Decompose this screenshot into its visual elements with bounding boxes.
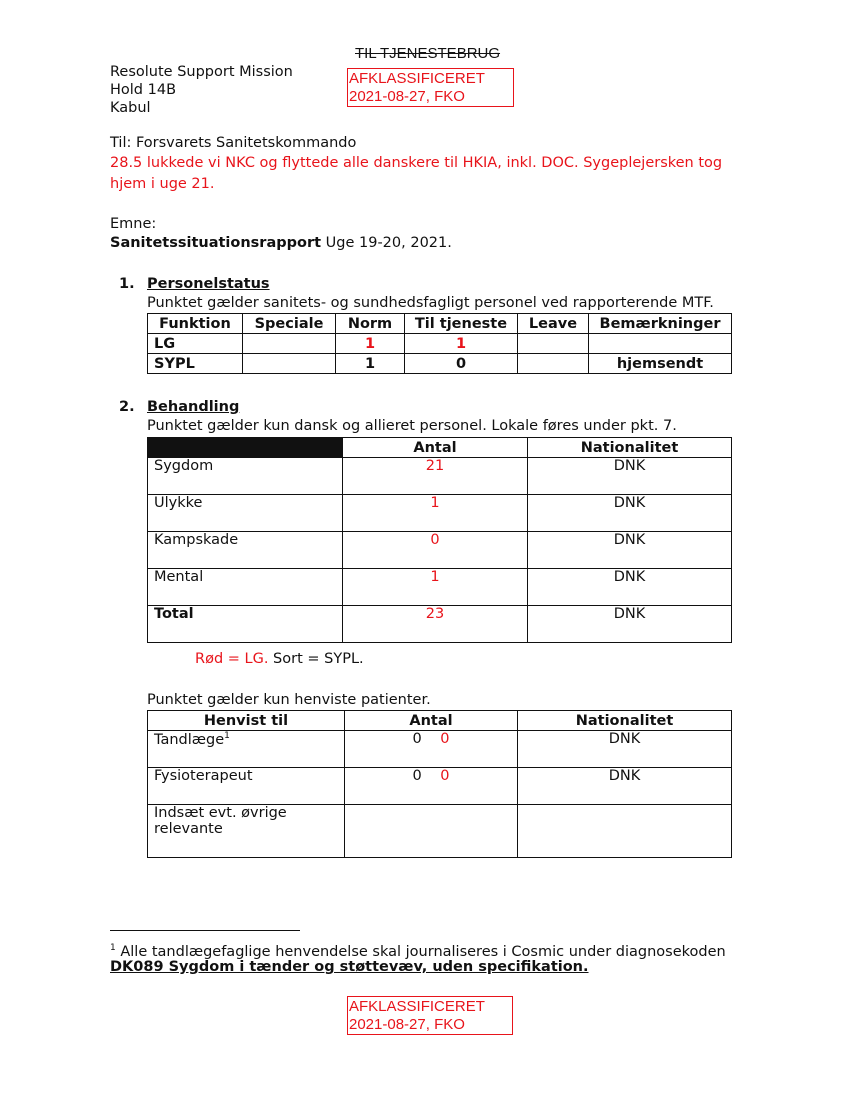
cell-nationality: DNK bbox=[528, 569, 732, 606]
declassification-stamp-bottom bbox=[347, 996, 513, 1035]
cell-leave bbox=[518, 334, 589, 354]
cell-nationality: DNK bbox=[518, 768, 732, 805]
footnote-separator bbox=[110, 930, 300, 931]
section-1-title: Personelstatus bbox=[147, 276, 270, 292]
col-header: Norm bbox=[336, 314, 405, 334]
table-header-row bbox=[148, 314, 732, 334]
table-row bbox=[148, 458, 732, 495]
table-row bbox=[148, 569, 732, 606]
cell-nationality: DNK bbox=[528, 495, 732, 532]
col-header: Til tjeneste bbox=[405, 314, 518, 334]
section-2-desc: Punktet gælder kun dansk og allieret personel. Lokale føres under pkt. 7. bbox=[147, 418, 677, 434]
referral-table bbox=[147, 710, 732, 858]
sender-line-3: Kabul bbox=[110, 100, 151, 116]
cell-referral bbox=[148, 768, 345, 805]
referral-label: Tandlæge bbox=[154, 731, 225, 748]
cell-remarks bbox=[589, 334, 732, 354]
table-row-total bbox=[148, 606, 732, 643]
table-row bbox=[148, 495, 732, 532]
col-header-empty bbox=[148, 438, 343, 458]
cell-count: 0 bbox=[343, 532, 528, 569]
cell-remarks: hjemsendt bbox=[589, 354, 732, 374]
cell-category: Kampskade bbox=[148, 532, 343, 569]
table-row bbox=[148, 805, 732, 858]
col-header: Henvist til bbox=[148, 711, 345, 731]
personnel-table bbox=[147, 313, 732, 374]
cell-count bbox=[345, 731, 518, 768]
cell-count bbox=[345, 805, 518, 858]
col-header: Nationalitet bbox=[528, 438, 732, 458]
cell-til-tjeneste: 0 bbox=[405, 354, 518, 374]
subject-period: Uge 19-20, 2021. bbox=[321, 235, 452, 251]
stamp-line-2: 2021-08-27, FKO bbox=[349, 88, 465, 105]
table-row bbox=[148, 532, 732, 569]
cell-leave bbox=[518, 354, 589, 374]
stamp-line-1: AFKLASSIFICERET bbox=[349, 998, 485, 1015]
subject bbox=[110, 234, 452, 252]
section-2-number: 2. bbox=[119, 399, 135, 415]
section-1-desc: Punktet gælder sanitets- og sundhedsfagligt personel ved rapporterende MTF. bbox=[147, 295, 714, 311]
treatment-table bbox=[147, 437, 732, 643]
cell-funktion: SYPL bbox=[148, 354, 243, 374]
cell-speciale bbox=[243, 354, 336, 374]
cell-category: Ulykke bbox=[148, 495, 343, 532]
cell-nationality: DNK bbox=[528, 458, 732, 495]
referral-label: Indsæt evt. øvrige relevante bbox=[154, 805, 287, 837]
cell-nationality: DNK bbox=[528, 532, 732, 569]
table-header-row bbox=[148, 438, 732, 458]
cell-nationality: DNK bbox=[528, 606, 732, 643]
table-row bbox=[148, 334, 732, 354]
cell-category: Sygdom bbox=[148, 458, 343, 495]
referral-desc: Punktet gælder kun henviste patienter. bbox=[147, 692, 431, 708]
footnote-mark: 1 bbox=[110, 943, 116, 953]
table-row bbox=[148, 768, 732, 805]
sender-line-2: Hold 14B bbox=[110, 82, 177, 98]
cell-funktion: LG bbox=[148, 334, 243, 354]
stamp-line-2: 2021-08-27, FKO bbox=[349, 1016, 465, 1033]
footnote-body: Alle tandlægefaglige henvendelse skal journaliseres i Cosmic under diagnosekoden bbox=[115, 943, 726, 960]
cell-referral bbox=[148, 731, 345, 768]
cell-count: 1 bbox=[343, 495, 528, 532]
cell-count bbox=[345, 768, 518, 805]
referral-label: Fysioterapeut bbox=[154, 768, 253, 784]
stamp-line-1: AFKLASSIFICERET bbox=[349, 70, 485, 87]
color-legend bbox=[195, 650, 364, 668]
cell-norm: 1 bbox=[336, 334, 405, 354]
count-red: 0 bbox=[440, 731, 450, 747]
cell-speciale bbox=[243, 334, 336, 354]
count-black: 0 bbox=[412, 768, 422, 784]
legend-black: Sort = SYPL. bbox=[268, 651, 364, 667]
recipient: Til: Forsvarets Sanitetskommando bbox=[110, 135, 357, 151]
cell-count: 23 bbox=[343, 606, 528, 643]
cell-count: 21 bbox=[343, 458, 528, 495]
col-header: Nationalitet bbox=[518, 711, 732, 731]
declassification-stamp-top bbox=[347, 68, 514, 107]
cell-norm: 1 bbox=[336, 354, 405, 374]
cell-nationality: DNK bbox=[518, 731, 732, 768]
section-2-title: Behandling bbox=[147, 399, 240, 415]
footnote-ref: 1 bbox=[224, 731, 230, 741]
section-1-number: 1. bbox=[119, 276, 135, 292]
cell-count: 1 bbox=[343, 569, 528, 606]
classification-marking: TIL TJENESTEBRUG bbox=[355, 45, 501, 62]
count-red: 0 bbox=[440, 768, 450, 784]
legend-red: Rød = LG. bbox=[195, 651, 269, 667]
table-row bbox=[148, 354, 732, 374]
subject-title: Sanitetssituationsrapport bbox=[110, 235, 322, 251]
col-header: Antal bbox=[345, 711, 518, 731]
footnote-code: DK089 Sygdom i tænder og støttevæv, uden specifikation. bbox=[110, 959, 589, 975]
sender-line-1: Resolute Support Mission bbox=[110, 64, 293, 80]
cell-nationality bbox=[518, 805, 732, 858]
cell-category: Total bbox=[148, 606, 343, 643]
cell-category: Mental bbox=[148, 569, 343, 606]
col-header: Antal bbox=[343, 438, 528, 458]
red-note-line-1: 28.5 lukkede vi NKC og flyttede alle danskere til HKIA, inkl. DOC. Sygeplejersken tog bbox=[110, 155, 723, 171]
table-header-row bbox=[148, 711, 732, 731]
count-black: 0 bbox=[412, 731, 422, 747]
table-row bbox=[148, 731, 732, 768]
col-header: Leave bbox=[518, 314, 589, 334]
col-header: Funktion bbox=[148, 314, 243, 334]
subject-label: Emne: bbox=[110, 216, 157, 232]
col-header: Speciale bbox=[243, 314, 336, 334]
cell-til-tjeneste: 1 bbox=[405, 334, 518, 354]
col-header: Bemærkninger bbox=[589, 314, 732, 334]
cell-referral bbox=[148, 805, 345, 858]
red-note-line-2: hjem i uge 21. bbox=[110, 176, 215, 192]
